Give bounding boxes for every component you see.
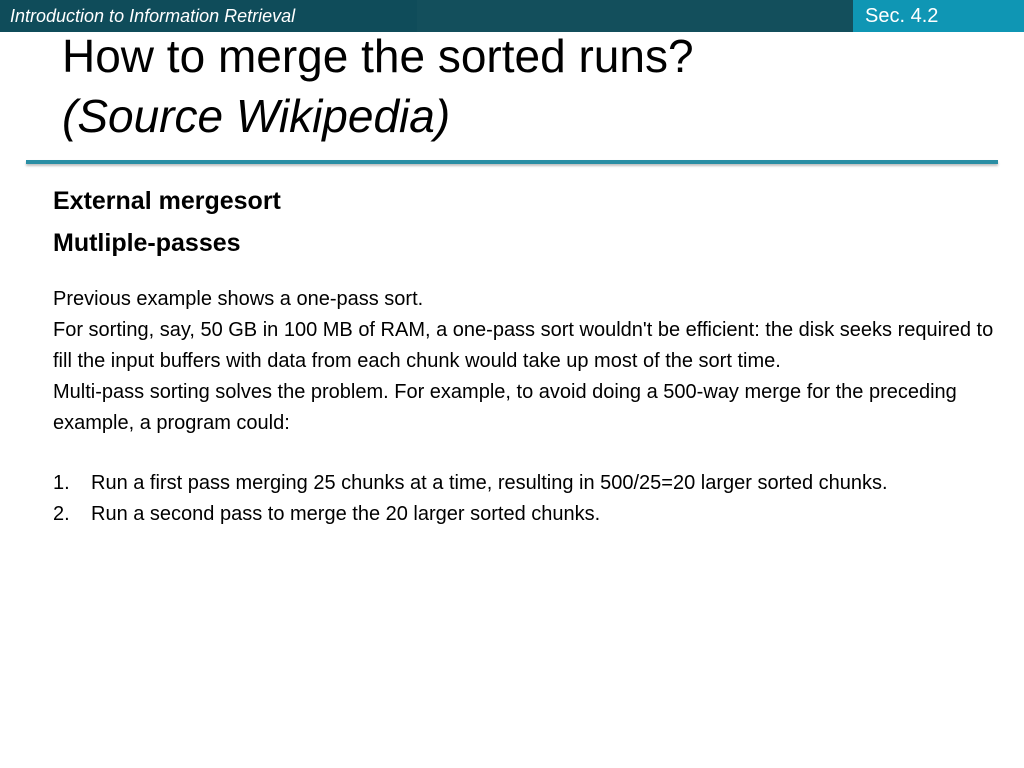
paragraph-sorting-example: For sorting, say, 50 GB in 100 MB of RAM, a one-pass sort wouldn't be efficient: the disk seeks required to fill the input buffers with data from each chunk would take up most of the sort time. [53, 319, 994, 372]
heading-external-mergesort: External mergesort [53, 187, 281, 215]
list-text: Run a second pass to merge the 20 larger sorted chunks. [91, 503, 601, 525]
list-number: 1. [53, 472, 70, 494]
list-text: Run a first pass merging 25 chunks at a time, resulting in 500/25=20 larger sorted chunks. [91, 472, 888, 494]
heading-multiple-passes: Mutliple-passes [53, 229, 241, 257]
title-divider [26, 160, 998, 164]
title-line-2: (Source Wikipedia) [62, 90, 451, 142]
list-item [53, 468, 1013, 499]
paragraph-one-pass: Previous example shows a one-pass sort. [53, 288, 424, 310]
list-item [53, 499, 1013, 530]
course-title: Introduction to Information Retrieval [0, 0, 417, 32]
slide-content [53, 180, 1013, 530]
section-label: Sec. 4.2 [853, 0, 1024, 32]
list-number: 2. [53, 503, 70, 525]
slide-title [62, 26, 1002, 146]
title-line-1: How to merge the sorted runs? [62, 30, 694, 82]
paragraph-multi-pass: Multi-pass sorting solves the problem. For example, to avoid doing a 500-way merge for the preceding example, a program could: [53, 381, 957, 434]
spacer [53, 439, 1013, 468]
steps-list [53, 468, 1013, 530]
spacer [53, 264, 1013, 284]
